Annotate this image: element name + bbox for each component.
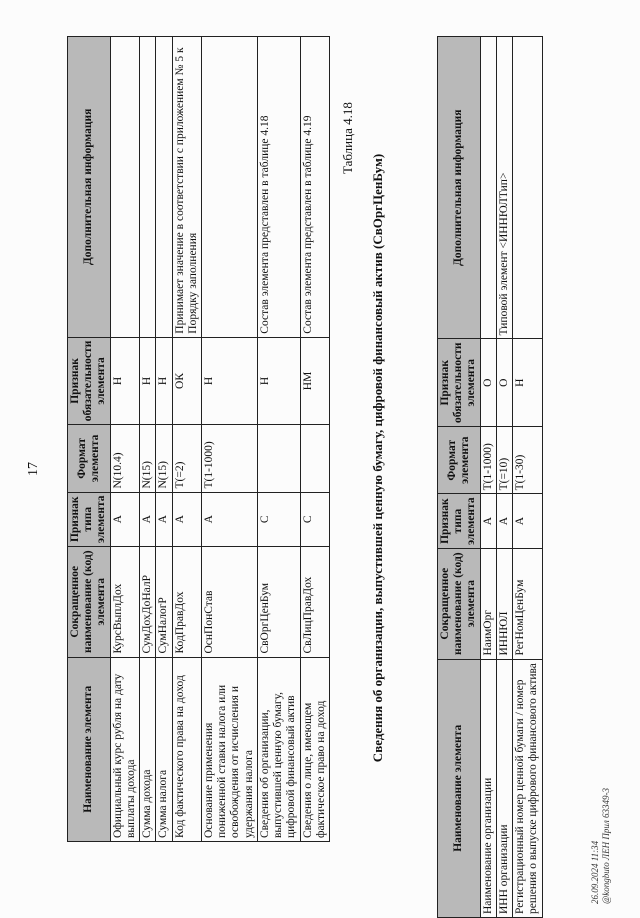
cell-format (257, 425, 300, 492)
table-number: Таблица 4.18 (340, 102, 355, 174)
cell-type: С (300, 492, 329, 546)
header-cell: Сокращенное наименование (код) элемента (68, 546, 111, 657)
cell-name: Основание применения пониженной ставки налога или освобождения от исчисления и удержания налога (201, 657, 257, 841)
table-row (110, 37, 139, 842)
header-cell: Формат элемента (438, 427, 481, 494)
header-cell: Признак обязательности элемента (438, 339, 481, 427)
table-row (480, 37, 496, 918)
cell-format: N(15) (156, 425, 172, 492)
cell-type: А (201, 492, 257, 546)
cell-code: НаимОрг (480, 548, 496, 659)
cell-required: Н (110, 337, 139, 425)
cell-required: О (480, 339, 496, 427)
table-row (201, 37, 257, 842)
header-cell: Формат элемента (68, 425, 111, 492)
table-row (156, 37, 172, 842)
cell-info (480, 37, 496, 339)
cell-info (513, 37, 542, 339)
cell-type: А (172, 492, 201, 546)
cell-info: Состав элемента представлен в таблице 4.18 (257, 37, 300, 338)
header-cell: Признак обязательности элемента (68, 337, 111, 425)
header-cell: Наименование элемента (68, 657, 111, 841)
table-row (496, 37, 512, 918)
header-cell: Наименование элемента (438, 659, 481, 917)
timestamp-stamp (590, 788, 612, 904)
header-cell: Сокращенное наименование (код) элемента (438, 548, 481, 659)
table-row (172, 37, 201, 842)
cell-required: Н (513, 339, 542, 427)
cell-code: СумНалогР (156, 546, 172, 657)
header-cell: Дополнительная информация (68, 37, 111, 338)
stamp-line: @kongbuto ЛЕН Прил 63349-3 (600, 787, 611, 904)
elements-table-continued (67, 36, 330, 842)
cell-format: T(=2) (172, 425, 201, 492)
cell-format: T(1-30) (513, 427, 542, 494)
cell-type: А (156, 492, 172, 546)
stamp-line: 26.09.2024 11:34 (590, 840, 600, 904)
cell-code: КурсВыплДох (110, 546, 139, 657)
cell-info (110, 37, 139, 338)
cell-code: СумДохДоНалР (140, 546, 156, 657)
cell-format: T(1-1000) (201, 425, 257, 492)
cell-code: ОснПонСтав (201, 546, 257, 657)
table-row (140, 37, 156, 842)
cell-required: ОК (172, 337, 201, 425)
organization-table (437, 36, 543, 918)
cell-info (140, 37, 156, 338)
cell-required: Н (201, 337, 257, 425)
cell-format: N(15) (140, 425, 156, 492)
cell-name: Сумма налога (156, 657, 172, 841)
table-row (513, 37, 542, 918)
cell-format: N(10.4) (110, 425, 139, 492)
cell-info: Типовой элемент <ИННЮЛТип> (496, 37, 512, 339)
cell-type: А (110, 492, 139, 546)
cell-code: КодПравДох (172, 546, 201, 657)
cell-required: Н (257, 337, 300, 425)
cell-name: ИНН организации (496, 659, 512, 917)
cell-code: СвЛицПравДох (300, 546, 329, 657)
cell-format: T(1-1000) (480, 427, 496, 494)
cell-format (300, 425, 329, 492)
cell-required: О (496, 339, 512, 427)
cell-type: А (496, 494, 512, 548)
cell-type: А (513, 494, 542, 548)
table-title: Сведения об организации, выпустившей ценную бумагу, цифровой финансовый актив (СвОргЦенБум) (370, 153, 385, 763)
cell-code: ИННЮЛ (496, 548, 512, 659)
cell-code: РегНомЦенБум (513, 548, 542, 659)
cell-name: Сведения о лице, имеющем фактическое право на доход (300, 657, 329, 841)
cell-info: Состав элемента представлен в таблице 4.19 (300, 37, 329, 338)
table-row (257, 37, 300, 842)
cell-info (156, 37, 172, 338)
cell-info (201, 37, 257, 338)
cell-name: Наименование организации (480, 659, 496, 917)
header-cell: Дополнительная информация (438, 37, 481, 339)
cell-code: СвОргЦенБум (257, 546, 300, 657)
page-number: 17 (26, 462, 41, 476)
header-cell: Признак типа элемента (68, 492, 111, 546)
header-cell: Признак типа элемента (438, 494, 481, 548)
cell-name: Код фактического права на доход (172, 657, 201, 841)
cell-name: Сумма дохода (140, 657, 156, 841)
cell-type: А (140, 492, 156, 546)
cell-required: НМ (300, 337, 329, 425)
cell-type: А (480, 494, 496, 548)
table-row (300, 37, 329, 842)
table-header-row (68, 37, 111, 842)
table-header-row (438, 37, 481, 918)
cell-type: С (257, 492, 300, 546)
cell-format: T(=10) (496, 427, 512, 494)
cell-name: Официальный курс рубля на дату выплаты дохода (110, 657, 139, 841)
cell-required: Н (156, 337, 172, 425)
cell-name: Сведения об организации, выпустившей ценную бумагу, цифровой финансовый актив (257, 657, 300, 841)
cell-name: Регистрационный номер ценной бумаги / номер решения о выпуске цифрового финансового актива (513, 659, 542, 917)
cell-required: Н (140, 337, 156, 425)
cell-info: Принимает значение в соответствии с приложением № 5 к Порядку заполнения (172, 37, 201, 338)
